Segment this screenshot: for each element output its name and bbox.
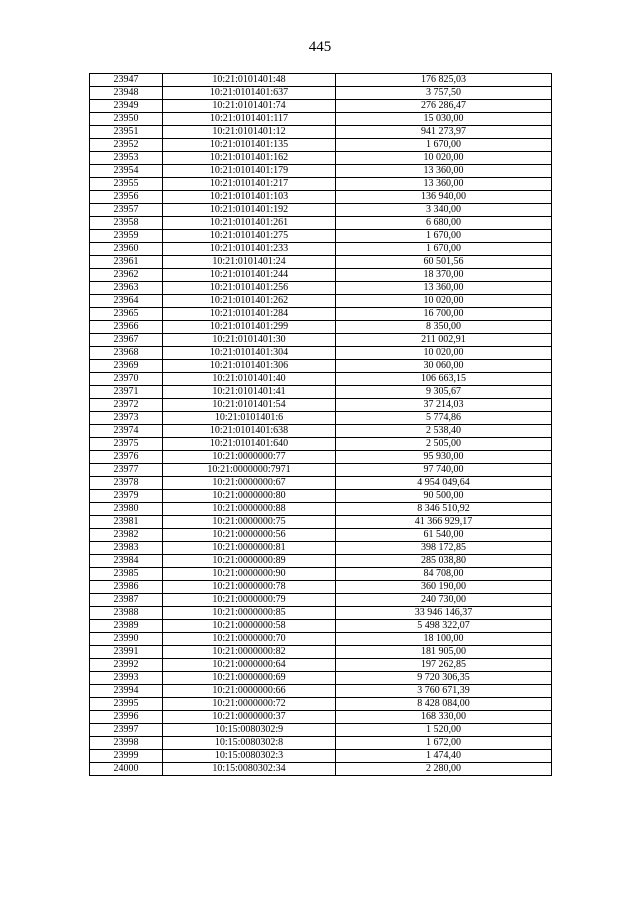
cadastral-number-cell: 10:15:0080302:34 <box>163 763 336 776</box>
table-row <box>90 269 552 282</box>
value-cell: 33 946 146,37 <box>336 607 552 620</box>
cadastral-number-cell: 10:21:0101401:284 <box>163 308 336 321</box>
value-cell: 9 305,67 <box>336 386 552 399</box>
row-number-cell: 23987 <box>90 594 163 607</box>
table-row <box>90 750 552 763</box>
cadastral-number-cell: 10:21:0101401:135 <box>163 139 336 152</box>
value-cell: 2 505,00 <box>336 438 552 451</box>
cadastral-number-cell: 10:21:0101401:117 <box>163 113 336 126</box>
value-cell: 136 940,00 <box>336 191 552 204</box>
value-cell: 1 670,00 <box>336 230 552 243</box>
value-cell: 8 428 084,00 <box>336 698 552 711</box>
row-number-cell: 23966 <box>90 321 163 334</box>
table-row <box>90 373 552 386</box>
cadastral-number-cell: 10:21:0101401:261 <box>163 217 336 230</box>
cadastral-number-cell: 10:21:0101401:256 <box>163 282 336 295</box>
cadastral-number-cell: 10:15:0080302:9 <box>163 724 336 737</box>
table-row <box>90 282 552 295</box>
cadastral-number-cell: 10:21:0000000:89 <box>163 555 336 568</box>
row-number-cell: 23968 <box>90 347 163 360</box>
value-cell: 176 825,03 <box>336 74 552 87</box>
value-cell: 3 757,50 <box>336 87 552 100</box>
value-cell: 285 038,80 <box>336 555 552 568</box>
row-number-cell: 23993 <box>90 672 163 685</box>
cadastral-number-cell: 10:21:0000000:56 <box>163 529 336 542</box>
value-cell: 1 474,40 <box>336 750 552 763</box>
row-number-cell: 23948 <box>90 87 163 100</box>
row-number-cell: 23995 <box>90 698 163 711</box>
table-row <box>90 204 552 217</box>
cadastral-number-cell: 10:21:0101401:233 <box>163 243 336 256</box>
table-row <box>90 633 552 646</box>
table-row <box>90 256 552 269</box>
table-body <box>90 74 552 776</box>
table-row <box>90 490 552 503</box>
value-cell: 84 708,00 <box>336 568 552 581</box>
value-cell: 240 730,00 <box>336 594 552 607</box>
cadastral-number-cell: 10:21:0101401:162 <box>163 152 336 165</box>
cadastral-number-cell: 10:21:0101401:640 <box>163 438 336 451</box>
table-row <box>90 568 552 581</box>
value-cell: 1 670,00 <box>336 243 552 256</box>
row-number-cell: 23990 <box>90 633 163 646</box>
value-cell: 16 700,00 <box>336 308 552 321</box>
cadastral-number-cell: 10:15:0080302:3 <box>163 750 336 763</box>
value-cell: 1 520,00 <box>336 724 552 737</box>
row-number-cell: 23952 <box>90 139 163 152</box>
cadastral-number-cell: 10:21:0000000:70 <box>163 633 336 646</box>
cadastral-number-cell: 10:21:0101401:54 <box>163 399 336 412</box>
cadastral-number-cell: 10:21:0101401:179 <box>163 165 336 178</box>
row-number-cell: 23984 <box>90 555 163 568</box>
cadastral-number-cell: 10:21:0101401:48 <box>163 74 336 87</box>
value-cell: 3 760 671,39 <box>336 685 552 698</box>
table-row <box>90 581 552 594</box>
table-row <box>90 412 552 425</box>
row-number-cell: 23974 <box>90 425 163 438</box>
table-row <box>90 113 552 126</box>
value-cell: 106 663,15 <box>336 373 552 386</box>
cadastral-number-cell: 10:21:0000000:80 <box>163 490 336 503</box>
row-number-cell: 23992 <box>90 659 163 672</box>
value-cell: 168 330,00 <box>336 711 552 724</box>
table-row <box>90 74 552 87</box>
table-row <box>90 698 552 711</box>
row-number-cell: 23985 <box>90 568 163 581</box>
value-cell: 1 672,00 <box>336 737 552 750</box>
cadastral-number-cell: 10:21:0000000:67 <box>163 477 336 490</box>
cadastral-number-cell: 10:21:0000000:72 <box>163 698 336 711</box>
cadastral-number-cell: 10:21:0000000:82 <box>163 646 336 659</box>
cadastral-number-cell: 10:15:0080302:8 <box>163 737 336 750</box>
row-number-cell: 23947 <box>90 74 163 87</box>
value-cell: 211 002,91 <box>336 334 552 347</box>
cadastral-number-cell: 10:21:0101401:217 <box>163 178 336 191</box>
cadastral-number-cell: 10:21:0000000:75 <box>163 516 336 529</box>
value-cell: 90 500,00 <box>336 490 552 503</box>
row-number-cell: 23949 <box>90 100 163 113</box>
cadastral-number-cell: 10:21:0101401:12 <box>163 126 336 139</box>
value-cell: 41 366 929,17 <box>336 516 552 529</box>
table-row <box>90 438 552 451</box>
value-cell: 398 172,85 <box>336 542 552 555</box>
cadastral-number-cell: 10:21:0101401:275 <box>163 230 336 243</box>
table-row <box>90 386 552 399</box>
row-number-cell: 23963 <box>90 282 163 295</box>
value-cell: 13 360,00 <box>336 165 552 178</box>
table-row <box>90 165 552 178</box>
value-cell: 5 498 322,07 <box>336 620 552 633</box>
table-row <box>90 178 552 191</box>
row-number-cell: 23988 <box>90 607 163 620</box>
value-cell: 276 286,47 <box>336 100 552 113</box>
table-row <box>90 737 552 750</box>
table-row <box>90 659 552 672</box>
row-number-cell: 23965 <box>90 308 163 321</box>
row-number-cell: 23999 <box>90 750 163 763</box>
value-cell: 15 030,00 <box>336 113 552 126</box>
value-cell: 18 100,00 <box>336 633 552 646</box>
row-number-cell: 23951 <box>90 126 163 139</box>
value-cell: 18 370,00 <box>336 269 552 282</box>
row-number-cell: 23972 <box>90 399 163 412</box>
row-number-cell: 23953 <box>90 152 163 165</box>
row-number-cell: 23971 <box>90 386 163 399</box>
value-cell: 13 360,00 <box>336 282 552 295</box>
row-number-cell: 23996 <box>90 711 163 724</box>
row-number-cell: 23973 <box>90 412 163 425</box>
row-number-cell: 23964 <box>90 295 163 308</box>
value-cell: 95 930,00 <box>336 451 552 464</box>
table-row <box>90 607 552 620</box>
value-cell: 30 060,00 <box>336 360 552 373</box>
cadastral-number-cell: 10:21:0000000:64 <box>163 659 336 672</box>
value-cell: 13 360,00 <box>336 178 552 191</box>
row-number-cell: 23959 <box>90 230 163 243</box>
table-row <box>90 516 552 529</box>
row-number-cell: 23998 <box>90 737 163 750</box>
table-row <box>90 100 552 113</box>
cadastral-number-cell: 10:21:0101401:40 <box>163 373 336 386</box>
table-row <box>90 672 552 685</box>
cadastral-number-cell: 10:21:0101401:41 <box>163 386 336 399</box>
row-number-cell: 23982 <box>90 529 163 542</box>
value-cell: 197 262,85 <box>336 659 552 672</box>
value-cell: 2 538,40 <box>336 425 552 438</box>
value-cell: 2 280,00 <box>336 763 552 776</box>
row-number-cell: 23975 <box>90 438 163 451</box>
row-number-cell: 23956 <box>90 191 163 204</box>
row-number-cell: 23994 <box>90 685 163 698</box>
row-number-cell: 23981 <box>90 516 163 529</box>
table-row <box>90 542 552 555</box>
table-row <box>90 243 552 256</box>
table-row <box>90 334 552 347</box>
value-cell: 5 774,86 <box>336 412 552 425</box>
value-cell: 10 020,00 <box>336 347 552 360</box>
row-number-cell: 23970 <box>90 373 163 386</box>
table-row <box>90 308 552 321</box>
table-row <box>90 685 552 698</box>
row-number-cell: 23980 <box>90 503 163 516</box>
row-number-cell: 23957 <box>90 204 163 217</box>
table-row <box>90 139 552 152</box>
row-number-cell: 23977 <box>90 464 163 477</box>
table-row <box>90 555 552 568</box>
row-number-cell: 23954 <box>90 165 163 178</box>
table-row <box>90 295 552 308</box>
table-row <box>90 477 552 490</box>
table-row <box>90 347 552 360</box>
value-cell: 8 346 510,92 <box>336 503 552 516</box>
table-row <box>90 217 552 230</box>
table-row <box>90 87 552 100</box>
row-number-cell: 23978 <box>90 477 163 490</box>
row-number-cell: 23950 <box>90 113 163 126</box>
value-cell: 181 905,00 <box>336 646 552 659</box>
table-row <box>90 646 552 659</box>
row-number-cell: 23997 <box>90 724 163 737</box>
cadastral-number-cell: 10:21:0101401:24 <box>163 256 336 269</box>
cadastral-number-cell: 10:21:0000000:90 <box>163 568 336 581</box>
table-row <box>90 152 552 165</box>
cadastral-number-cell: 10:21:0000000:37 <box>163 711 336 724</box>
table-row <box>90 620 552 633</box>
value-cell: 97 740,00 <box>336 464 552 477</box>
cadastral-number-cell: 10:21:0101401:6 <box>163 412 336 425</box>
value-cell: 10 020,00 <box>336 152 552 165</box>
value-cell: 9 720 306,35 <box>336 672 552 685</box>
value-cell: 360 190,00 <box>336 581 552 594</box>
cadastral-number-cell: 10:21:0101401:244 <box>163 269 336 282</box>
cadastral-number-cell: 10:21:0101401:638 <box>163 425 336 438</box>
row-number-cell: 23986 <box>90 581 163 594</box>
table-row <box>90 399 552 412</box>
value-cell: 3 340,00 <box>336 204 552 217</box>
cadastral-number-cell: 10:21:0000000:7971 <box>163 464 336 477</box>
cadastral-number-cell: 10:21:0101401:103 <box>163 191 336 204</box>
row-number-cell: 23983 <box>90 542 163 555</box>
cadastral-number-cell: 10:21:0101401:262 <box>163 295 336 308</box>
value-cell: 61 540,00 <box>336 529 552 542</box>
cadastral-number-cell: 10:21:0000000:79 <box>163 594 336 607</box>
cadastral-number-cell: 10:21:0101401:306 <box>163 360 336 373</box>
table-row <box>90 360 552 373</box>
row-number-cell: 23976 <box>90 451 163 464</box>
row-number-cell: 23991 <box>90 646 163 659</box>
page-number: 445 <box>308 39 332 55</box>
table-row <box>90 763 552 776</box>
value-cell: 10 020,00 <box>336 295 552 308</box>
value-cell: 941 273,97 <box>336 126 552 139</box>
row-number-cell: 24000 <box>90 763 163 776</box>
table-row <box>90 594 552 607</box>
row-number-cell: 23962 <box>90 269 163 282</box>
table-row <box>90 503 552 516</box>
value-cell: 37 214,03 <box>336 399 552 412</box>
cadastral-number-cell: 10:21:0101401:192 <box>163 204 336 217</box>
row-number-cell: 23989 <box>90 620 163 633</box>
cadastral-number-cell: 10:21:0000000:85 <box>163 607 336 620</box>
row-number-cell: 23958 <box>90 217 163 230</box>
cadastral-number-cell: 10:21:0101401:637 <box>163 87 336 100</box>
table-row <box>90 724 552 737</box>
table-row <box>90 191 552 204</box>
table-row <box>90 126 552 139</box>
row-number-cell: 23955 <box>90 178 163 191</box>
table-row <box>90 451 552 464</box>
cadastral-number-cell: 10:21:0101401:304 <box>163 347 336 360</box>
table-row <box>90 464 552 477</box>
cadastral-number-cell: 10:21:0000000:58 <box>163 620 336 633</box>
cadastral-number-cell: 10:21:0000000:88 <box>163 503 336 516</box>
table-row <box>90 529 552 542</box>
row-number-cell: 23967 <box>90 334 163 347</box>
cadastral-number-cell: 10:21:0101401:30 <box>163 334 336 347</box>
value-cell: 8 350,00 <box>336 321 552 334</box>
value-cell: 1 670,00 <box>336 139 552 152</box>
cadastral-number-cell: 10:21:0000000:66 <box>163 685 336 698</box>
value-cell: 60 501,56 <box>336 256 552 269</box>
table-row <box>90 321 552 334</box>
row-number-cell: 23979 <box>90 490 163 503</box>
registry-table <box>89 73 552 776</box>
row-number-cell: 23961 <box>90 256 163 269</box>
table-row <box>90 425 552 438</box>
table-row <box>90 230 552 243</box>
cadastral-number-cell: 10:21:0000000:69 <box>163 672 336 685</box>
cadastral-number-cell: 10:21:0101401:299 <box>163 321 336 334</box>
table-row <box>90 711 552 724</box>
cadastral-number-cell: 10:21:0000000:77 <box>163 451 336 464</box>
row-number-cell: 23960 <box>90 243 163 256</box>
cadastral-number-cell: 10:21:0000000:81 <box>163 542 336 555</box>
value-cell: 6 680,00 <box>336 217 552 230</box>
cadastral-number-cell: 10:21:0101401:74 <box>163 100 336 113</box>
row-number-cell: 23969 <box>90 360 163 373</box>
cadastral-number-cell: 10:21:0000000:78 <box>163 581 336 594</box>
value-cell: 4 954 049,64 <box>336 477 552 490</box>
